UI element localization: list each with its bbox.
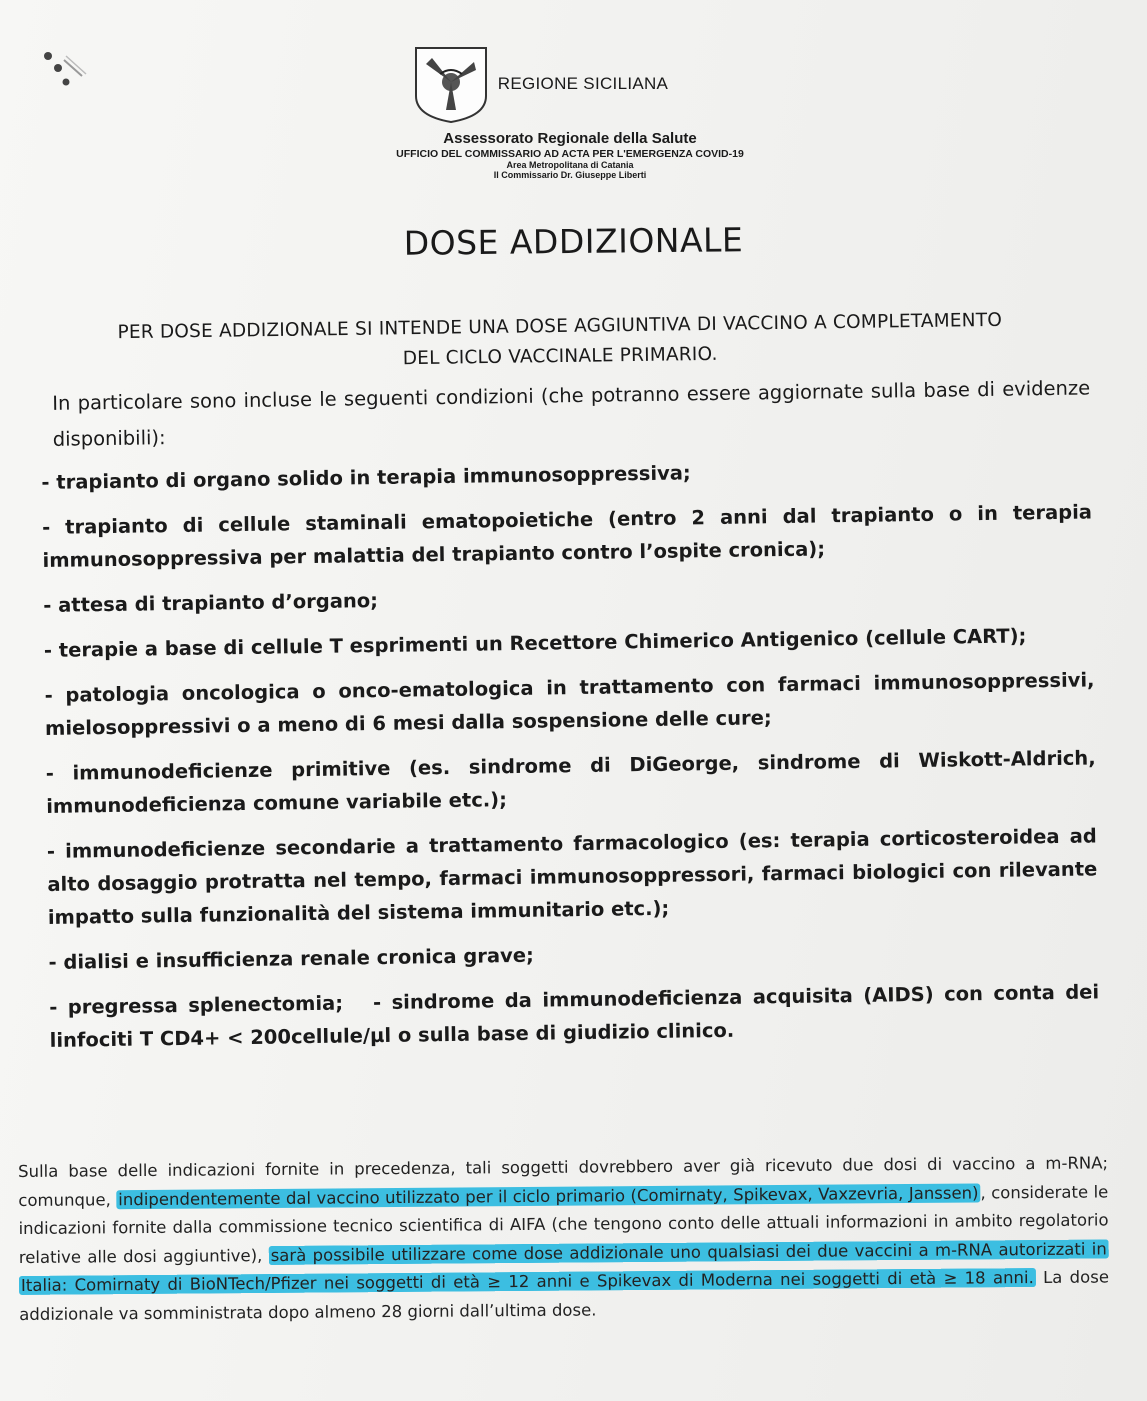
logo-row: [270, 44, 810, 124]
condition-item: - patologia oncologica o onco-ematologica in trattamento con farmaci immunosoppressivi, mielosoppressivi o a meno di 6 mesi dalla sospensione delle cure;: [44, 668, 1095, 740]
intro-text: In particolare sono incluse le seguenti condizioni (che potranno essere aggiornate sulla base di evidenze disponibili):: [52, 376, 1091, 451]
highlighted-text: sarà possibile utilizzare come dose addizionale uno qualsiasi dei due vaccini a m-RNA autorizzati in Italia: Comirnaty di BioNTech/Pfizer nei soggetti di età ≥ 12 anni e Spikevax di Moderna nei soggetti di età ≥ 18 anni.: [20, 1238, 1107, 1295]
page-title: DOSE ADDIZIONALE: [403, 220, 744, 263]
staple-icon: [42, 46, 92, 86]
condition-item: - attesa di trapianto d’organo;: [43, 589, 379, 617]
trinacria-crest-icon: [412, 44, 490, 124]
condition-item: - trapianto di organo solido in terapia immunosoppressiva;: [41, 461, 691, 494]
highlighted-text: indipendentemente dal vaccino utilizzato per il ciclo primario (Comirnaty, Spikevax, Vaxzevria, Janssen): [118, 1182, 979, 1209]
note-text: La dose addizionale va somministrata dopo almeno 28 giorni dall’ultima dose.: [19, 1267, 1110, 1324]
condition-item: - dialisi e insufficienza renale cronica grave;: [48, 943, 534, 974]
office-name: UFFICIO DEL COMMISSARIO AD ACTA PER L'EMERGENZA COVID-19: [396, 148, 744, 160]
condition-item: - immunodeficienze primitive (es. sindrome di DiGeorge, sindrome di Wiskott-Aldrich, immunodeficienza comune variabile etc.);: [45, 746, 1096, 818]
area-name: Area Metropolitana di Catania: [506, 160, 634, 170]
footnote-paragraph: [18, 1149, 1109, 1329]
condition-item: - pregressa splenectomia;: [49, 991, 344, 1019]
condition-item: - trapianto di cellule staminali ematopoietiche (entro 2 anni dal trapianto o in terapia immunosoppressiva per malattia del trapianto contro l’ospite cronica);: [41, 500, 1093, 572]
commissioner-name: Il Commissario Dr. Giuseppe Liberti: [493, 170, 647, 180]
conditions-section: [40, 370, 1100, 1069]
condition-item-pair: [49, 975, 1100, 1057]
condition-item: - immunodeficienze secondarie a trattamento farmacologico (es: terapia corticosteroidea ad alto dosaggio protratta nel tempo, farmaci immunosoppressori, farmaci biologici con rilevante impatto sulla funzionalità del sistema immunitario etc.);: [46, 824, 1098, 929]
letterhead: [330, 44, 810, 180]
note-text: , considerate le indicazioni fornite dalla commissione tecnico scientifica di AIFA (che tengono conto delle attuali informazioni in ambito regolatorio relative alle dosi aggiuntive),: [18, 1181, 1109, 1267]
definition-text: PER DOSE ADDIZIONALE SI INTENDE UNA DOSE AGGIUNTIVA DI VACCINO A COMPLETAMENTO DEL CICLO VACCINALE PRIMARIO.: [117, 309, 1003, 370]
condition-item: - sindrome da immunodeficienza acquisita (AIDS) con conta dei linfociti T CD4+ < 200cellule/µl o sulla base di giudizio clinico.: [49, 980, 1100, 1052]
note-text: Sulla base delle indicazioni fornite in precedenza, tali soggetti dovrebbero aver già ricevuto due dosi di vaccino a m-RNA; comunque,: [18, 1153, 1109, 1210]
assessorato-name: Assessorato Regionale della Salute: [443, 130, 697, 147]
condition-item: - terapie a base di cellule T esprimenti un Recettore Chimerico Antigenico (cellule CART);: [43, 624, 1027, 662]
region-name: REGIONE SICILIANA: [497, 74, 669, 93]
